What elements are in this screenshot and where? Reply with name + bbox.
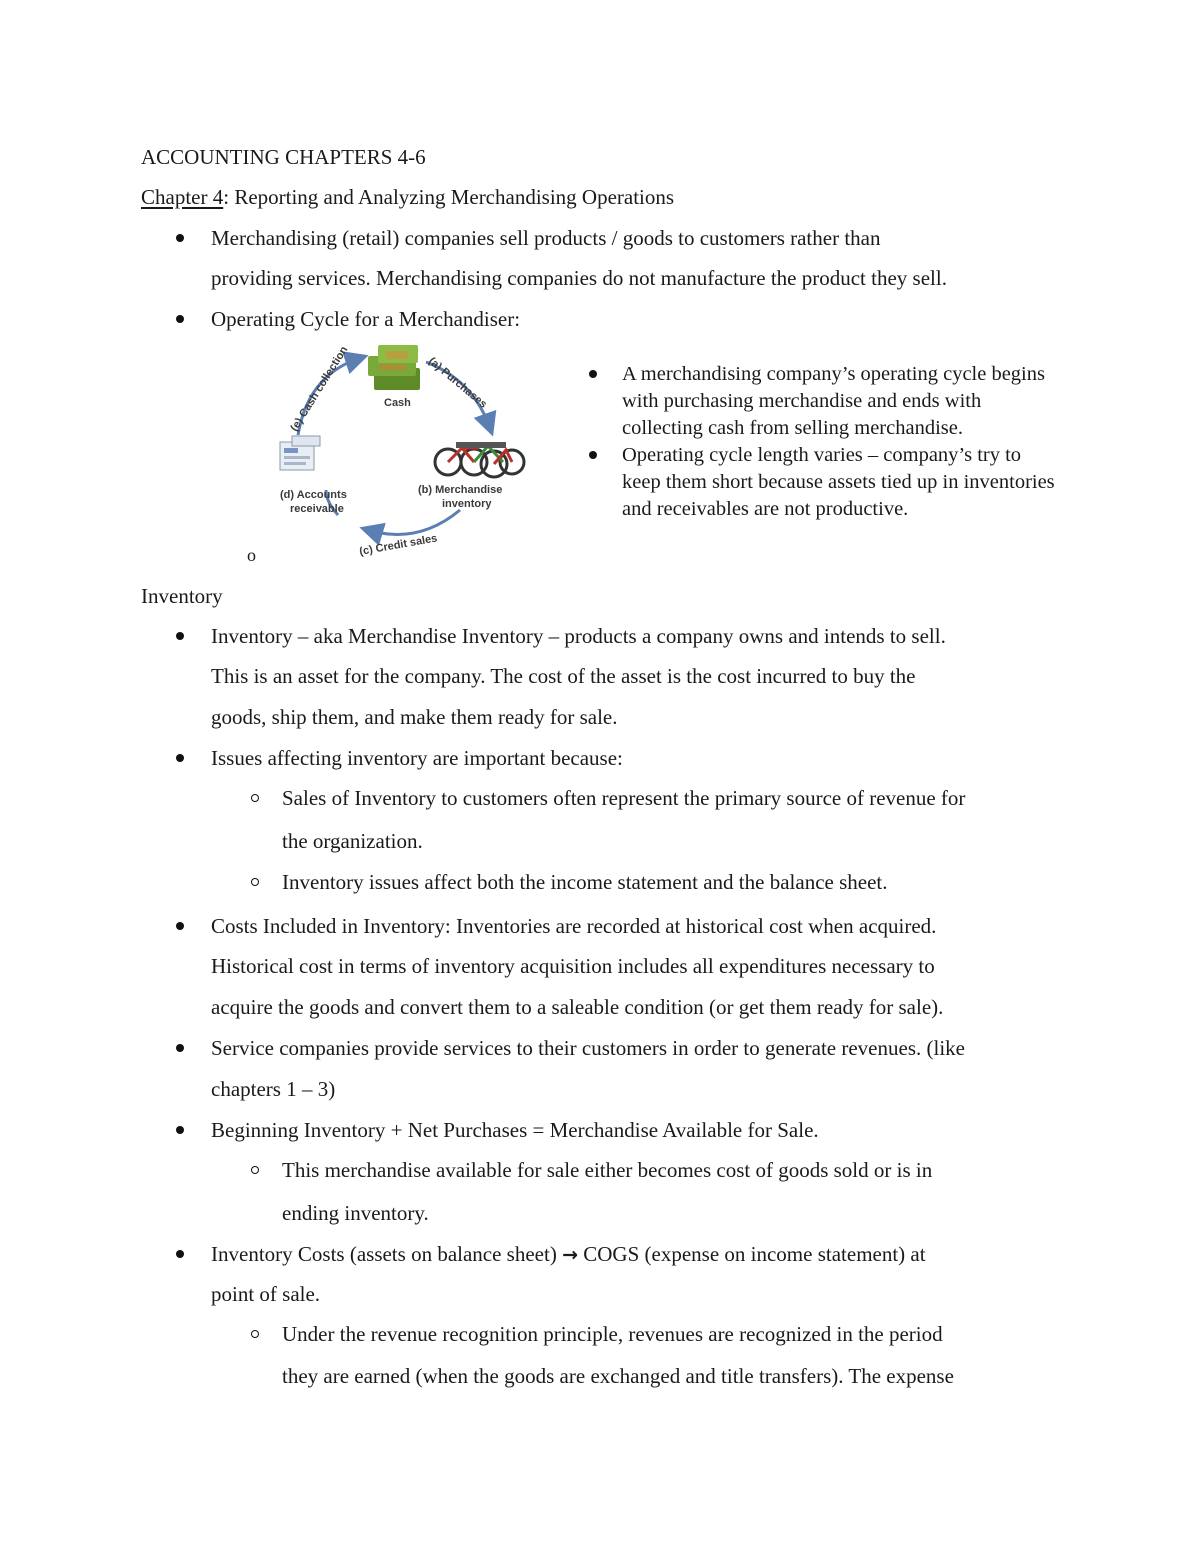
- inventory-b5: Beginning Inventory + Net Purchases = Merchandise Available for Sale.: [211, 1118, 819, 1142]
- sub-bullet-icon: [251, 1166, 259, 1174]
- bullet-operating-cycle: Operating Cycle for a Merchandiser:: [211, 307, 521, 331]
- inventory-b5-sub1-line1: This merchandise available for sale either becomes cost of goods sold or is in: [282, 1158, 933, 1182]
- merchandise-inventory-icon: [435, 442, 524, 477]
- inventory-b2: Issues affecting inventory are important because:: [211, 746, 623, 770]
- sub-bullet-icon: [251, 1330, 259, 1338]
- label-cash-collection: (e) Cash collection: [288, 344, 351, 434]
- label-credit-sales: (c) Credit sales: [358, 532, 439, 558]
- inventory-b1-line1: Inventory – aka Merchandise Inventory – products a company owns and intends to sell.: [211, 624, 946, 648]
- chapter-title: : Reporting and Analyzing Merchandising Operations: [223, 185, 675, 209]
- document-title: ACCOUNTING CHAPTERS 4-6: [141, 145, 426, 169]
- bullet-merchandising-line2: providing services. Merchandising companies do not manufacture the product they sell.: [211, 266, 947, 290]
- side-bullet-1-line1: A merchandising company’s operating cycle begins: [622, 363, 1045, 385]
- label-purchases: (a) Purchases: [426, 355, 490, 411]
- inventory-b6-part-b: COGS (expense on income statement) at: [578, 1242, 926, 1266]
- inventory-b2-sub2: Inventory issues affect both the income statement and the balance sheet.: [282, 870, 888, 894]
- inventory-b5-sub1-line2: ending inventory.: [282, 1201, 429, 1225]
- label-merch-inventory-l2: inventory: [442, 498, 492, 510]
- bullet-merchandising-line1: Merchandising (retail) companies sell products / goods to customers rather than: [211, 226, 881, 250]
- accounts-receivable-icon: [280, 436, 320, 470]
- inventory-b6-sub1-line1: Under the revenue recognition principle, revenues are recognized in the period: [282, 1322, 943, 1346]
- bullet-icon: [176, 234, 184, 242]
- inventory-b3-line1: Costs Included in Inventory: Inventories are recorded at historical cost when acquired.: [211, 914, 937, 938]
- inventory-b6-line2: point of sale.: [211, 1282, 321, 1306]
- inventory-b3-line2: Historical cost in terms of inventory acquisition includes all expenditures necessary to: [211, 954, 935, 978]
- bullet-icon: [176, 1126, 184, 1134]
- arrow-credit-sales: [368, 510, 460, 535]
- bullet-icon: [176, 315, 184, 323]
- inventory-b6-sub1-line2: they are earned (when the goods are exchanged and title transfers). The expense: [282, 1364, 954, 1388]
- side-bullet-2-line3: and receivables are not productive.: [622, 498, 909, 520]
- label-merch-inventory-l1: (b) Merchandise: [418, 484, 503, 496]
- inventory-b6-part-a: Inventory Costs (assets on balance sheet): [211, 1242, 563, 1266]
- sub-bullet-marker: o: [247, 545, 256, 565]
- sub-bullet-icon: [251, 794, 259, 802]
- bullet-icon: [176, 1044, 184, 1052]
- inventory-b2-sub1-line1: Sales of Inventory to customers often represent the primary source of revenue for: [282, 786, 966, 810]
- bullet-icon: [176, 754, 184, 762]
- inventory-b1-line3: goods, ship them, and make them ready for sale.: [211, 705, 618, 729]
- side-bullet-1-line2: with purchasing merchandise and ends with: [622, 390, 982, 412]
- side-bullet-2-line2: keep them short because assets tied up in inventories: [622, 471, 1055, 493]
- operating-cycle-diagram: [268, 340, 538, 565]
- bullet-icon: [176, 1250, 184, 1258]
- inventory-b1-line2: This is an asset for the company. The cost of the asset is the cost incurred to buy the: [211, 664, 916, 688]
- inventory-b3-line3: acquire the goods and convert them to a saleable condition (or get them ready for sale).: [211, 995, 944, 1019]
- label-accounts-receivable-l1: (d) Accounts: [280, 489, 347, 501]
- right-arrow-icon: →: [562, 1244, 578, 1266]
- inventory-b6-line1: [211, 1244, 926, 1265]
- chapter-heading: [141, 187, 674, 208]
- bullet-icon: [176, 632, 184, 640]
- inventory-b2-sub1-line2: the organization.: [282, 829, 423, 853]
- inventory-b4-line1: Service companies provide services to their customers in order to generate revenues. (like: [211, 1036, 965, 1060]
- inventory-b4-line2: chapters 1 – 3): [211, 1077, 336, 1101]
- sub-bullet-icon: [251, 878, 259, 886]
- bullet-icon: [589, 370, 597, 378]
- cash-icon: [368, 345, 420, 390]
- inventory-heading: Inventory: [141, 584, 223, 608]
- label-cash: Cash: [384, 397, 411, 409]
- bullet-icon: [589, 451, 597, 459]
- chapter-label: Chapter 4: [141, 185, 224, 209]
- side-bullet-2-line1: Operating cycle length varies – company’s try to: [622, 444, 1022, 466]
- bullet-icon: [176, 922, 184, 930]
- side-bullet-1-line3: collecting cash from selling merchandise.: [622, 417, 963, 439]
- label-accounts-receivable-l2: receivable: [290, 503, 344, 515]
